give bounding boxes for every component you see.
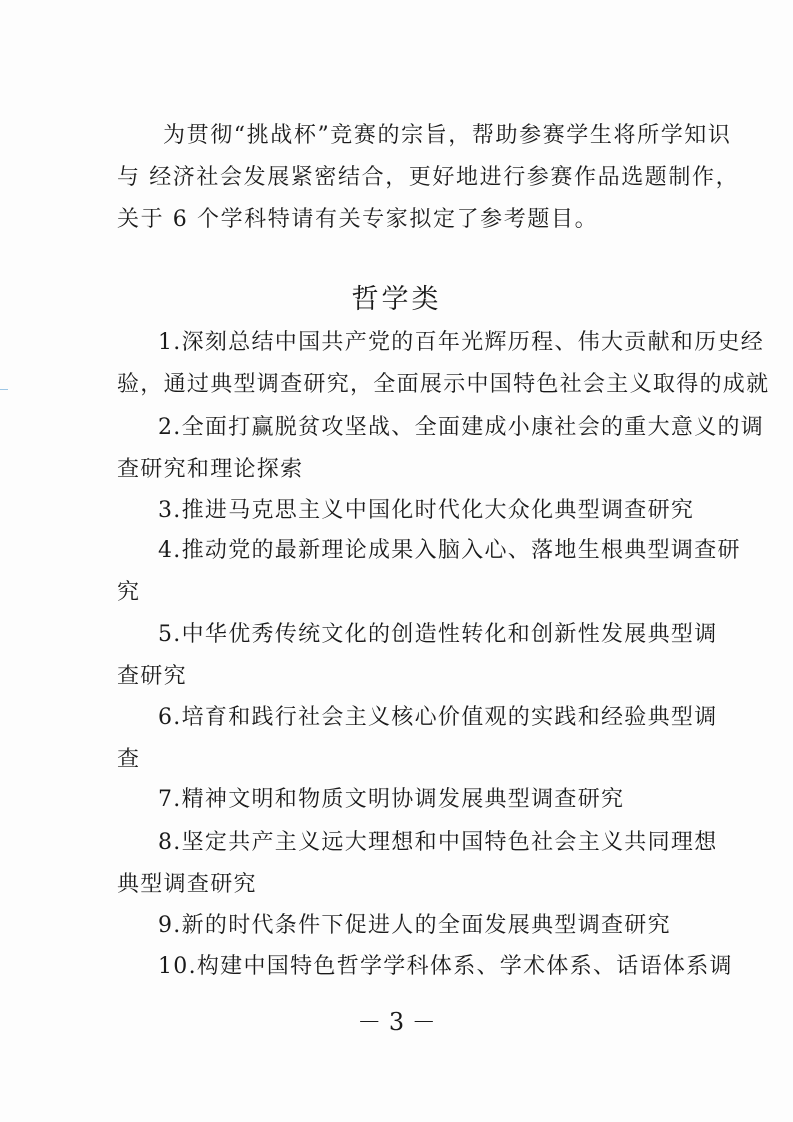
section-title: 哲学类 bbox=[351, 284, 442, 315]
margin-mark bbox=[0, 389, 8, 390]
list-item-line: 查 bbox=[117, 747, 141, 772]
list-item-line: 6.培育和践行社会主义核心价值观的实践和经验典型调 bbox=[158, 705, 718, 730]
intro-line: 为贯彻“挑战杯”竞赛的宗旨，帮助参赛学生将所学知识 bbox=[163, 123, 732, 148]
list-item-line: 4.推动党的最新理论成果入脑入心、落地生根典型调查研 bbox=[158, 538, 741, 563]
page-number: － 3 － bbox=[357, 1008, 436, 1036]
list-item-line: 典型调查研究 bbox=[117, 872, 257, 897]
list-item-line: 10.构建中国特色哲学学科体系、学术体系、话语体系调 bbox=[158, 954, 733, 979]
list-item-line: 查研究和理论探索 bbox=[117, 457, 304, 482]
list-item-line: 5.中华优秀传统文化的创造性转化和创新性发展典型调 bbox=[158, 622, 718, 647]
list-item-line: 1.深刻总结中国共产党的百年光辉历程、伟大贡献和历史经 bbox=[158, 330, 765, 355]
list-item-line: 究 bbox=[117, 580, 141, 605]
list-item-line: 9.新的时代条件下促进人的全面发展典型调查研究 bbox=[158, 913, 671, 938]
list-item-line: 3.推进马克思主义中国化时代化大众化典型调查研究 bbox=[158, 498, 695, 523]
intro-line: 关于 6 个学科特请有关专家拟定了参考题目。 bbox=[117, 207, 599, 232]
list-item-line: 2.全面打赢脱贫攻坚战、全面建成小康社会的重大意义的调 bbox=[158, 415, 765, 440]
list-item-line: 验，通过典型调查研究，全面展示中国特色社会主义取得的成就 bbox=[117, 372, 770, 397]
list-item-line: 查研究 bbox=[117, 664, 187, 689]
list-item-line: 7.精神文明和物质文明协调发展典型调查研究 bbox=[158, 787, 625, 812]
intro-line: 与 经济社会发展紧密结合，更好地进行参赛作品选题制作， bbox=[117, 165, 740, 190]
list-item-line: 8.坚定共产主义远大理想和中国特色社会主义共同理想 bbox=[158, 830, 718, 855]
